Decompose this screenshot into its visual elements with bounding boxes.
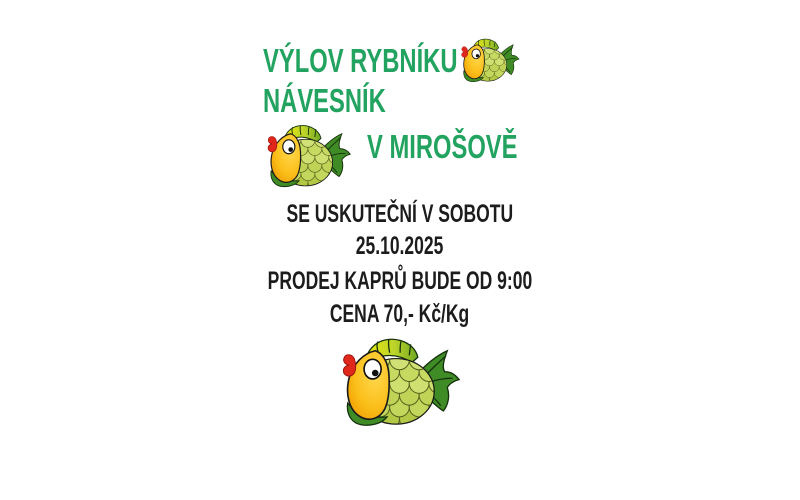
event-when-text: SE USKUTEČNÍ V SOBOTU (286, 200, 514, 228)
fish-icon (456, 38, 521, 84)
title-line-2-text: NÁVESNÍK (263, 82, 386, 119)
price-text: CENA 70,- Kč/Kg (330, 300, 470, 328)
event-when-line (0, 202, 800, 227)
title-line-2 (263, 84, 434, 117)
sale-line (0, 269, 800, 294)
event-date-text: 25.10.2025 (356, 232, 444, 260)
title-line-3 (367, 130, 576, 163)
fish-icon (260, 124, 353, 190)
title-line-3-text: V MIROŠOVĚ (367, 128, 518, 165)
price-line (0, 302, 800, 327)
fish-icon (332, 337, 463, 430)
sale-text: PRODEJ KAPRŮ BUDE OD 9:00 (267, 267, 533, 295)
title-line-1-text: VÝLOV RYBNÍKU (263, 42, 458, 79)
event-date-line (0, 234, 800, 259)
